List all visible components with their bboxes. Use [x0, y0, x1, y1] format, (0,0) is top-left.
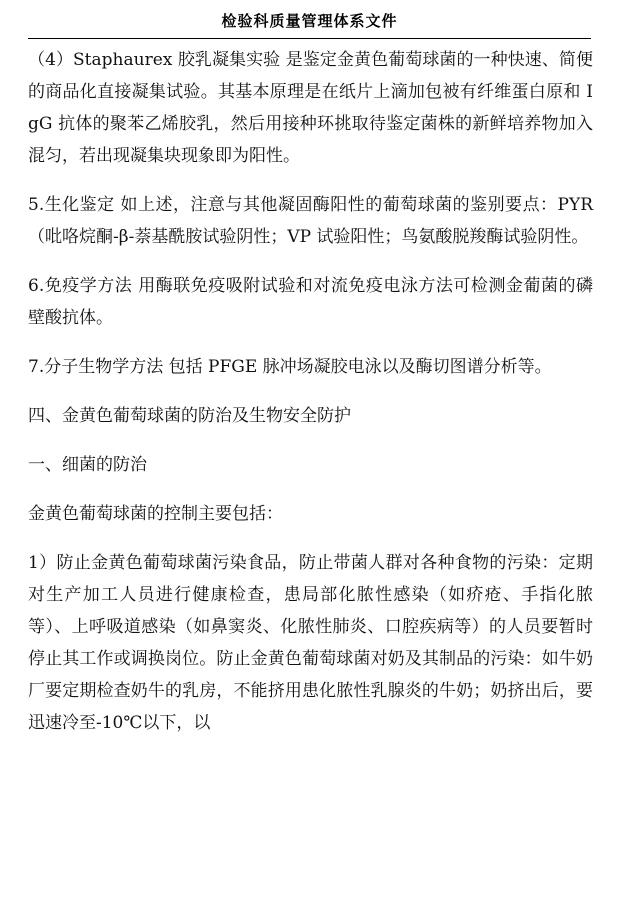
document-header-title: 检验科质量管理体系文件 [221, 12, 398, 30]
subsection-heading-bacteria-prevention: 一、细菌的防治 [28, 455, 147, 475]
paragraph-immunology-method: 6.免疫学方法 用酶联免疫吸附试验和对流免疫电泳方法可检测金葡菌的磷壁酸抗体。 [28, 276, 593, 328]
paragraph-staphaurex-test: （4）Staphaurex 胶乳凝集实验 是鉴定金黄色葡萄球菌的一种快速、简便的商品化直接凝集试验。其基本原理是在纸片上滴加包被有纤维蛋白原和 IgG 抗体的聚苯乙烯胶乳，然后用接种环挑取待鉴定菌株的新鲜培养物加入混匀，若出现凝集块现象即为阳性。 [28, 50, 593, 166]
header-divider [28, 38, 591, 39]
section-heading-prevention: 四、金黄色葡萄球菌的防治及生物安全防护 [28, 406, 351, 426]
paragraph-control-item-1: 1）防止金黄色葡萄球菌污染食品，防止带菌人群对各种食物的污染：定期对生产加工人员进行健康检查，患局部化脓性感染（如疥疮、手指化脓等）、上呼吸道感染（如鼻窦炎、化脓性肺炎、口腔疾病等）的人员要暂时停止其工作或调换岗位。防止金黄色葡萄球菌对奶及其制品的污染：如牛奶厂要定期检查奶牛的乳房，不能挤用患化脓性乳腺炎的牛奶；奶挤出后，要迅速冷至-10℃以下，以 [28, 553, 593, 733]
paragraph-biochemical-identification: 5.生化鉴定 如上述，注意与其他凝固酶阳性的葡萄球菌的鉴别要点：PYR（吡咯烷酮-β-萘基酰胺试验阴性；VP 试验阳性；鸟氨酸脱羧酶试验阴性。 [28, 195, 593, 247]
paragraph-control-intro: 金黄色葡萄球菌的控制主要包括： [28, 504, 283, 524]
document-body [28, 44, 593, 756]
paragraph-molecular-biology-method: 7.分子生物学方法 包括 PFGE 脉冲场凝胶电泳以及酶切图谱分析等。 [28, 357, 552, 377]
